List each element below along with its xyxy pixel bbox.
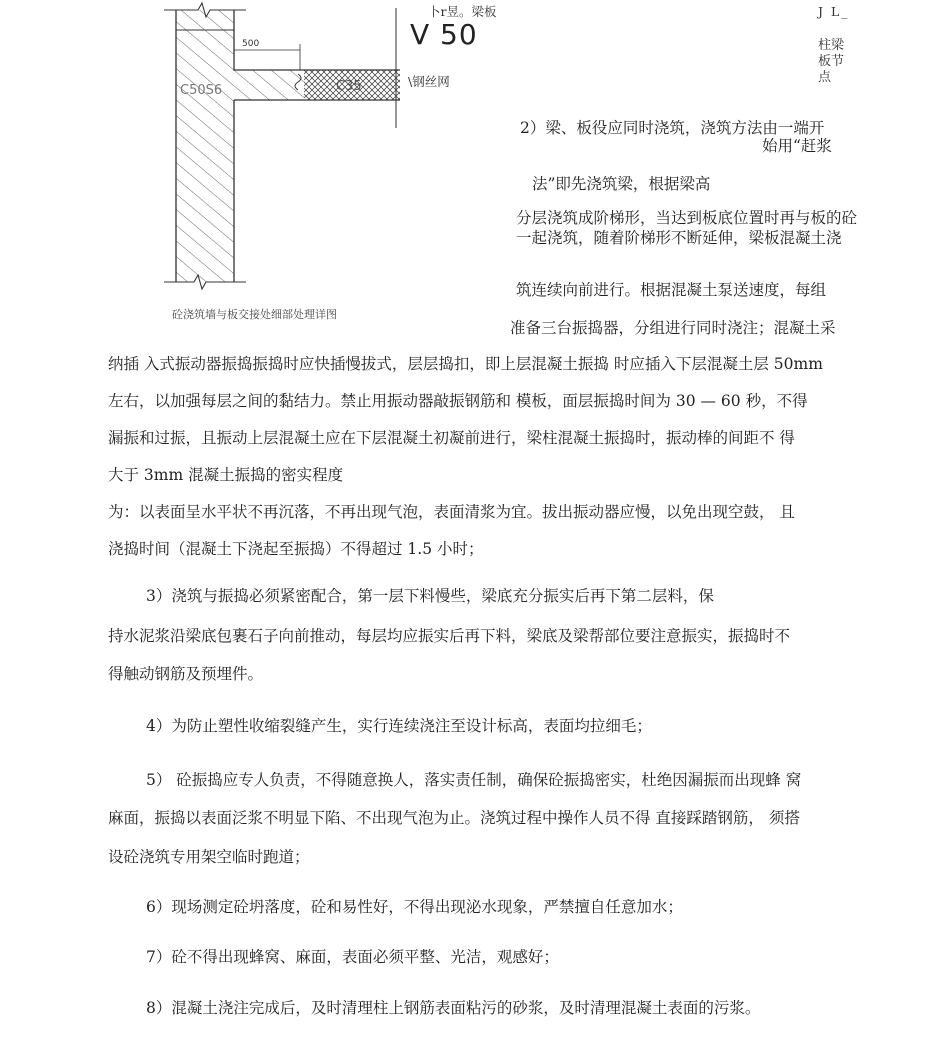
top-note: 卜r昱。梁板 (428, 4, 497, 19)
wall-section (176, 10, 234, 282)
figure-caption: 砼浇筑墙与板交接处细部处理详图 (172, 308, 337, 321)
body-line: 7）砼不得出现蜂窝、麻面，表面必须平整、光洁，观感好； (146, 948, 559, 966)
mesh-label: \钢丝网 (408, 74, 450, 89)
body-line: 浇捣时间（混凝土下浇起至振捣）不得超过 1.5 小时； (108, 540, 484, 558)
right-para-4: 分层浇筑成阶梯形，当达到板底位置时再与板的砼一起浇筑，随着阶梯形不断延伸，梁板混凝土浇 (516, 209, 858, 247)
wall-slab-joint (234, 70, 304, 100)
right-line-2: 始用“赶浆 (762, 137, 832, 155)
side-note: 柱梁板节点 (818, 38, 845, 85)
wall-slab-junction-figure (150, 0, 430, 300)
body-line: 左右，以加强每层之间的黏结力。禁止用振动器敲振钢筋和 模板，面层振捣时间为 30 — 60 秒，不得 (108, 392, 808, 410)
body-line: 漏振和过振，且振动上层混凝土应在下层混凝土初凝前进行，梁柱混凝土振捣时，振动棒的间距不 得 (108, 429, 795, 447)
body-line: 持水泥浆沿梁底包裹石子向前推动，每层均应振实后再下料，梁底及梁帮部位要注意振实，振捣时不 (108, 627, 791, 645)
body-line: 3）浇筑与振捣必须紧密配合，第一层下料慢些，梁底充分振实后再下第二层料，保 (146, 587, 714, 605)
body-line: 麻面，振捣以表面泛浆不明显下陷、不出现气泡为止。浇筑过程中操作人员不得 直接踩踏钢筋， 须搭 (108, 809, 800, 827)
jl-label: J L_ (818, 4, 850, 19)
body-line: 5） 砼振捣应专人负责，不得随意换人，落实责任制，确保砼振捣密实，杜绝因漏振而出现蜂 窝 (146, 771, 802, 789)
body-line: 得触动钢筋及预埋件。 (108, 665, 264, 683)
body-line: 大于 3mm 混凝土振捣的密实程度 (108, 466, 344, 484)
v50-label: V 50 (410, 18, 478, 51)
body-line: 6）现场测定砼坍落度，砼和易性好，不得出现泌水现象，严禁擅自任意加水； (146, 898, 683, 916)
right-line-1: 2）梁、板役应同时浇筑，浇筑方法由一端开 (520, 119, 825, 137)
wall-label: C50S6 (180, 83, 223, 98)
body-line: 纳插 入式振动器振捣振捣时应快插慢拔式，层层捣扣，即上层混凝土振捣 时应插入下层混凝土层 50mm (108, 355, 823, 373)
dimension-label: 500 (242, 39, 260, 49)
slab-label: C35 (336, 79, 362, 94)
body-line: 为：以表面呈水平状不再沉落，不再出现气泡，表面清浆为宜。拔出振动器应慢，以免出现空鼓， 且 (108, 503, 795, 521)
right-line-5: 筑连续向前进行。根据混凝土泵送速度，每组 (516, 281, 827, 299)
body-line: 8）混凝土浇注完成后，及时清理柱上钢筋表面粘污的砂浆，及时清理混凝土表面的污浆。 (146, 999, 761, 1017)
body-line: 4）为防止塑性收缩裂缝产生，实行连续浇注至设计标高，表面均拉细毛； (146, 717, 652, 735)
body-line: 设砼浇筑专用架空临时跑道； (108, 848, 310, 866)
right-line-6: 准备三台振捣器，分组进行同时浇注；混凝土采 (510, 319, 836, 337)
right-line-3: 法”即先浇筑梁，根据梁高 (532, 175, 711, 193)
